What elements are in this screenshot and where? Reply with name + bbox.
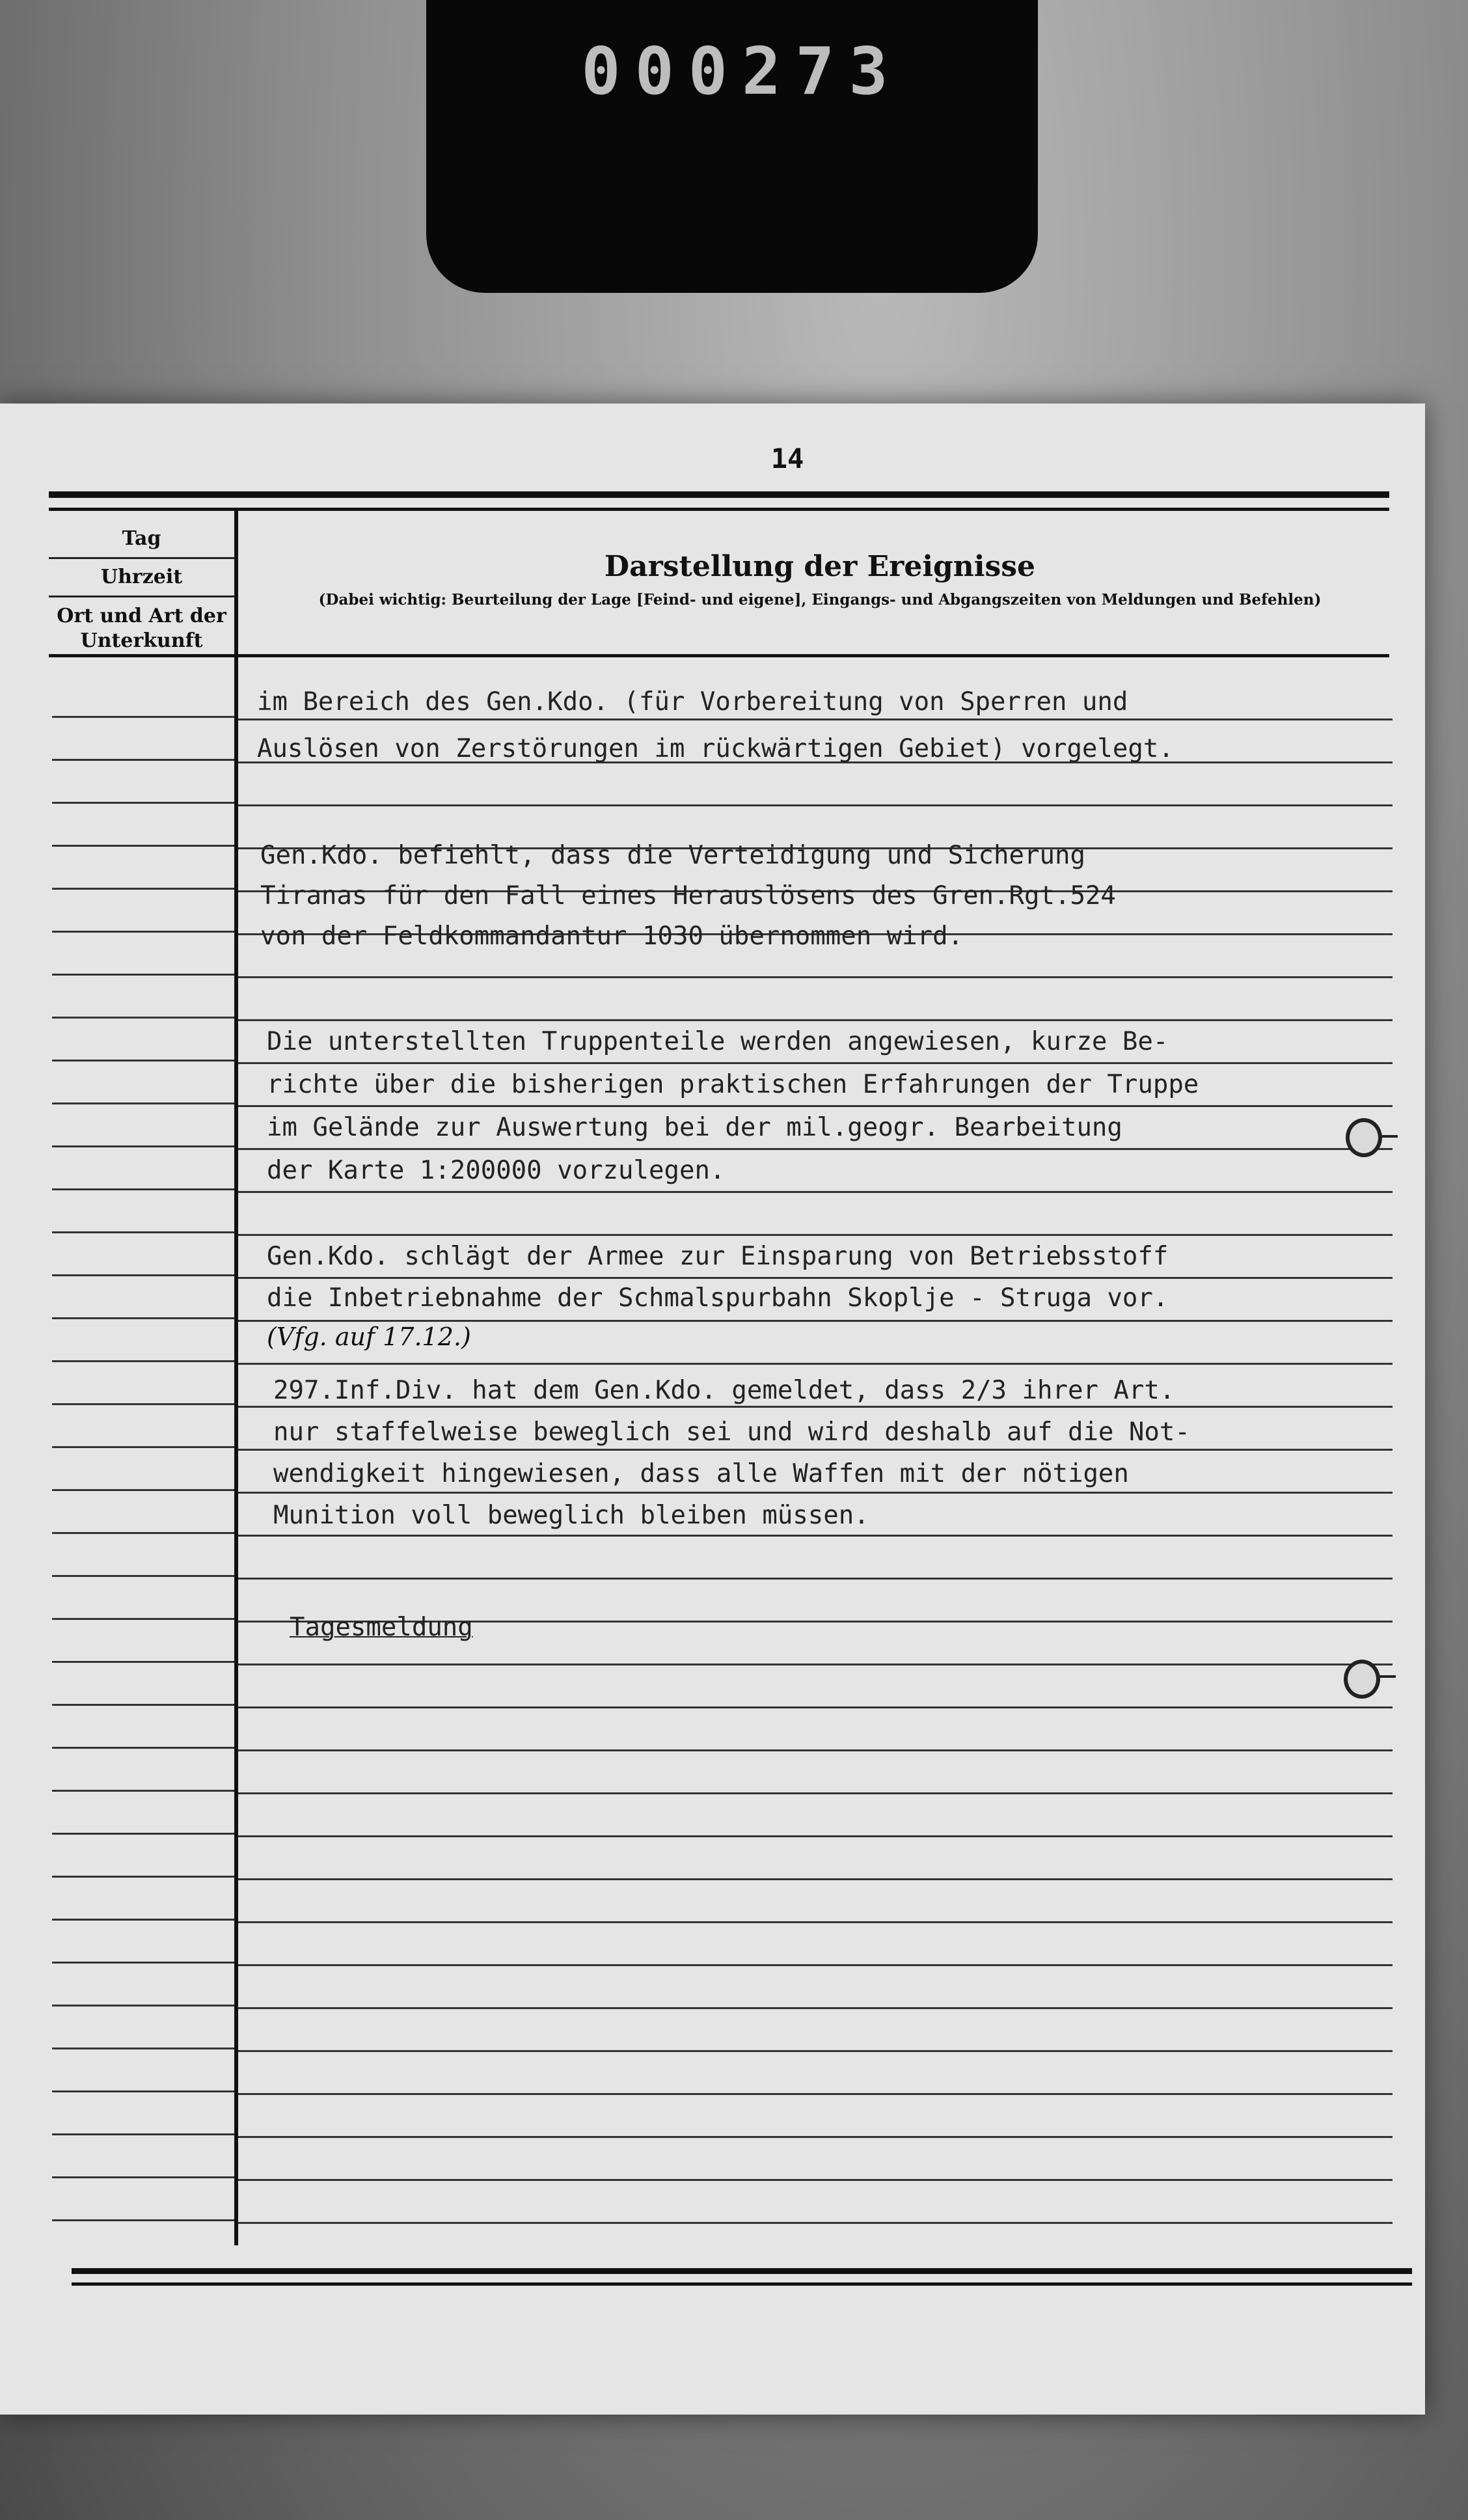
rule-line-right (238, 976, 1393, 978)
punch-mark (1376, 1675, 1396, 1678)
entry-line: im Gelände zur Auswertung bei der mil.geogr. Bearbeitung (267, 1113, 1122, 1142)
rule-line-left (52, 888, 234, 890)
rule-line-left (52, 1060, 234, 1061)
entry-line: im Bereich des Gen.Kdo. (für Vorbereitung von Sperren und (257, 687, 1128, 717)
handwritten-note: (Vfg. auf 17.12.) (267, 1322, 471, 1351)
entry-line: 297.Inf.Div. hat dem Gen.Kdo. gemeldet, dass 2/3 ihrer Art. (273, 1376, 1175, 1405)
rule-line-left (52, 802, 234, 804)
rule-line-left (52, 974, 234, 976)
entry-line: Gen.Kdo. schlägt der Armee zur Einsparung von Betriebsstoff (267, 1242, 1169, 1271)
rule-line-right (238, 1964, 1393, 1966)
entry-line: der Karte 1:200000 vorzulegen. (267, 1156, 726, 1185)
rule-line-right (238, 1191, 1393, 1193)
rule-line-left (52, 2005, 234, 2006)
rule-line-left (52, 1489, 234, 1491)
rule-line-left (52, 2219, 234, 2221)
rule-line-left (52, 759, 234, 761)
rule-line-right (238, 2222, 1393, 2224)
rule-line-left (52, 1403, 234, 1405)
rule-line-right (238, 1578, 1393, 1580)
rule-line-left (52, 2048, 234, 2049)
rule-line-left (52, 1446, 234, 1448)
journal-page (0, 404, 1425, 2415)
rule-line-left (52, 1661, 234, 1663)
rule-line-left (52, 1017, 234, 1019)
rule-line-right (238, 1664, 1393, 1665)
entry-line: von der Feldkommandantur 1030 übernommen wird. (260, 922, 964, 951)
rule-line-left (52, 1188, 234, 1190)
entry-line: die Inbetriebnahme der Schmalspurbahn Skoplje - Struga vor. (267, 1283, 1169, 1313)
rule-line-right (238, 1277, 1393, 1279)
rule-line-right (238, 1320, 1393, 1322)
rule-line-right (238, 2007, 1393, 2009)
rule-line-left (52, 1317, 234, 1319)
rule-line-right (238, 719, 1393, 720)
col-label-tag: Tag (49, 521, 234, 559)
rule-line-left (52, 1532, 234, 1534)
rule-line-right (238, 1062, 1393, 1064)
page-number: 14 (770, 443, 804, 474)
header-rule (49, 654, 1389, 657)
rule-line-left (52, 1274, 234, 1276)
rule-line-left (52, 2090, 234, 2092)
rule-line-left (52, 1790, 234, 1792)
rule-line-left (52, 1360, 234, 1362)
rule-line-left (52, 1231, 234, 1233)
rule-line-right (238, 2179, 1393, 2181)
rule-line-right (238, 1148, 1393, 1150)
rule-line-left (52, 1876, 234, 1878)
rule-line-left (52, 1618, 234, 1620)
rule-line-left (52, 931, 234, 933)
entry-line: nur staffelweise beweglich sei und wird deshalb auf die Not- (273, 1418, 1190, 1447)
entry-line: Munition voll beweglich bleiben müssen. (273, 1501, 869, 1530)
top-rule-thin (49, 508, 1389, 511)
header-title: Darstellung der Ereignisse (604, 550, 1036, 583)
rule-line-left (52, 1102, 234, 1104)
rule-line-right (238, 1406, 1393, 1408)
rule-line-right (238, 1835, 1393, 1837)
rule-line-right (238, 1492, 1393, 1494)
rule-line-left (52, 1919, 234, 1921)
rule-line-right (238, 2136, 1393, 2138)
col-label-ort: Ort und Art der Unterkunft (57, 605, 226, 652)
rule-line-right (238, 2050, 1393, 2052)
rule-line-right (238, 1234, 1393, 1236)
header-subtitle: (Dabei wichtig: Beurteilung der Lage [Feind- und eigene], Eingangs- und Abgangszeiten von Meldungen und Befehlen) (318, 591, 1322, 609)
punch-hole (1344, 1660, 1380, 1699)
rule-line-right (238, 804, 1393, 806)
header-left-columns (49, 521, 234, 669)
rule-line-right (238, 1019, 1393, 1021)
frame-counter: 000273 (581, 33, 903, 109)
rule-line-left (52, 1145, 234, 1147)
entry-line: Die unterstellten Truppenteile werden angewiesen, kurze Be- (267, 1027, 1169, 1056)
top-rule (49, 491, 1389, 498)
entry-line: Tiranas für den Fall eines Herauslösens des Gren.Rgt.524 (260, 881, 1116, 911)
bottom-rule-thin (72, 2282, 1412, 2286)
entry-line: Gen.Kdo. befiehlt, dass die Verteidigung und Sicherung (260, 841, 1085, 870)
col-label-uhrzeit: Uhrzeit (49, 559, 234, 597)
rule-line-right (238, 1363, 1393, 1365)
punch-hole (1346, 1118, 1382, 1157)
entry-line: Auslösen von Zerstörungen im rückwärtigen Gebiet) vorgelegt. (257, 734, 1174, 763)
rule-line-left (52, 1833, 234, 1835)
rule-line-right (238, 1921, 1393, 1923)
rule-line-right (238, 1105, 1393, 1107)
rule-line-right (238, 1449, 1393, 1451)
rule-line-left (52, 2176, 234, 2178)
rule-line-right (238, 1706, 1393, 1708)
rule-line-left (52, 2133, 234, 2135)
rule-line-right (238, 1878, 1393, 1880)
rule-line-left (52, 845, 234, 847)
rule-line-left (52, 716, 234, 718)
punch-mark (1378, 1135, 1398, 1138)
column-divider (234, 511, 238, 2245)
rule-line-left (52, 1575, 234, 1577)
entry-heading: Tagesmeldung (290, 1613, 473, 1642)
rule-line-right (238, 2093, 1393, 2095)
rule-line-left (52, 1747, 234, 1749)
bottom-rule (72, 2268, 1412, 2274)
rule-line-right (238, 1535, 1393, 1537)
rule-line-right (238, 1792, 1393, 1794)
rule-line-left (52, 1962, 234, 1964)
rule-line-right (238, 1749, 1393, 1751)
entry-line: wendigkeit hingewiesen, dass alle Waffen mit der nötigen (273, 1459, 1129, 1488)
rule-line-left (52, 1704, 234, 1706)
entry-line: richte über die bisherigen praktischen Erfahrungen der Truppe (267, 1070, 1199, 1099)
